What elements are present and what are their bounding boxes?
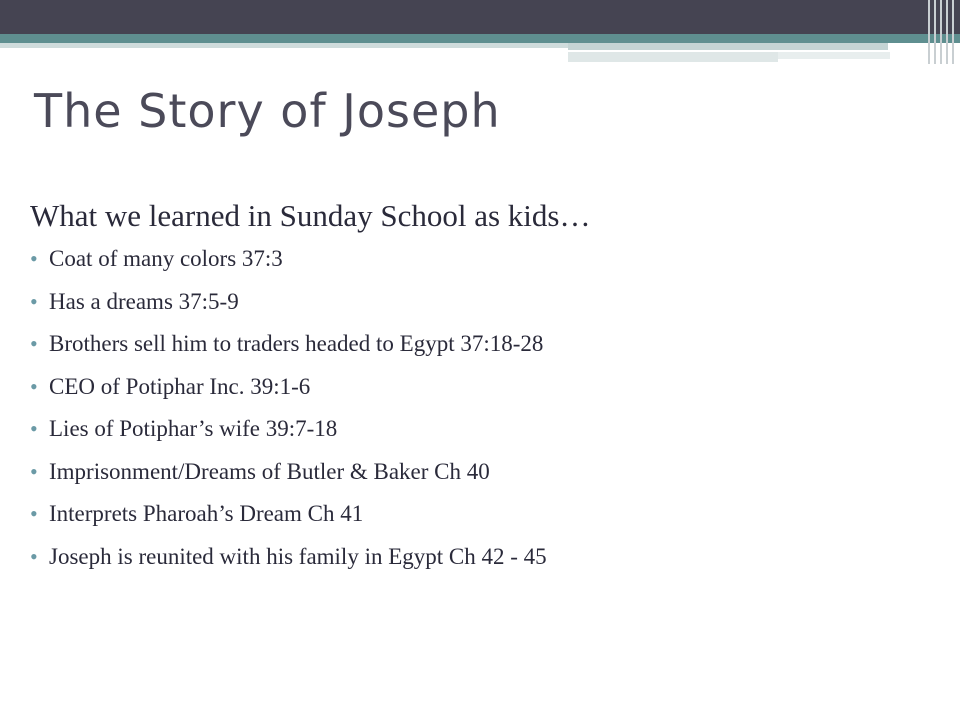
- corner-line: [940, 0, 942, 64]
- slide-title: The Story of Joseph: [34, 84, 501, 138]
- bullet-icon: •: [30, 543, 38, 569]
- bullet-item: [30, 244, 930, 273]
- bullet-text: Has a dreams 37:5-9: [49, 288, 239, 314]
- bullet-text: Coat of many colors 37:3: [49, 246, 283, 271]
- corner-line: [946, 0, 948, 64]
- bullet-text: Joseph is reunited with his family in Egypt Ch 42 - 45: [49, 543, 547, 569]
- bullet-icon: •: [30, 288, 38, 314]
- header-accent-strip: [568, 52, 778, 62]
- bullet-icon: •: [30, 458, 38, 484]
- slide-body: [30, 198, 930, 584]
- bullet-text: CEO of Potiphar Inc. 39:1-6: [49, 373, 311, 399]
- corner-decoration: [924, 0, 960, 64]
- header-accent-strip: [778, 52, 890, 59]
- header-accent-strip: [568, 43, 888, 50]
- bullet-item: [30, 372, 930, 401]
- bullet-text: Lies of Potiphar’s wife 39:7-18: [49, 416, 338, 441]
- bullet-icon: •: [30, 501, 38, 526]
- corner-line: [928, 0, 930, 64]
- bullet-item: [30, 329, 930, 358]
- corner-line: [952, 0, 954, 64]
- bullet-icon: •: [30, 331, 38, 356]
- corner-line: [934, 0, 936, 64]
- bullet-text: Brothers sell him to traders headed to Egypt 37:18-28: [49, 331, 544, 356]
- bullet-icon: •: [30, 416, 38, 441]
- bullet-item: [30, 287, 930, 316]
- header-band-dark: [0, 0, 960, 34]
- bullet-item: [30, 499, 930, 528]
- bullet-icon: •: [30, 373, 38, 399]
- bullet-item: [30, 457, 930, 486]
- header-band-teal: [0, 34, 960, 43]
- bullet-icon: •: [30, 246, 38, 271]
- bullet-item: [30, 414, 930, 443]
- bullet-list: [30, 244, 930, 571]
- bullet-text: Imprisonment/Dreams of Butler & Baker Ch 40: [49, 458, 490, 484]
- lead-text: What we learned in Sunday School as kids…: [30, 198, 591, 233]
- bullet-item: [30, 542, 930, 571]
- header-accent-strip: [0, 43, 568, 48]
- bullet-text: Interprets Pharoah’s Dream Ch 41: [49, 501, 364, 526]
